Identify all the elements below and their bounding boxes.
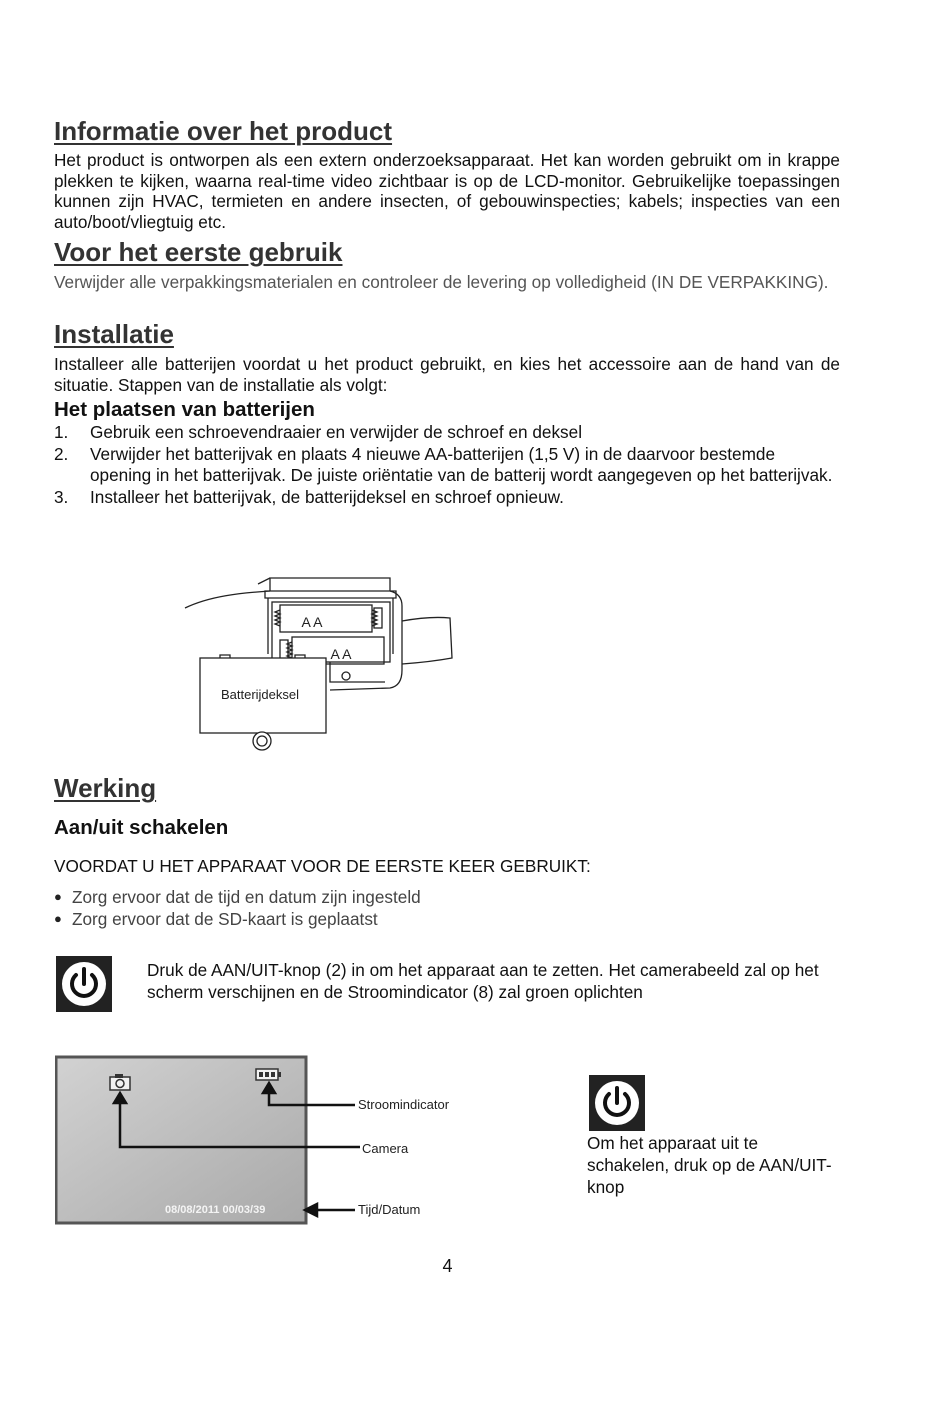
- section-title-operation: Werking: [54, 773, 157, 803]
- power-icon: [589, 1075, 645, 1131]
- bullet-text: Zorg ervoor dat de tijd en datum zijn ingesteld: [72, 887, 421, 907]
- list-item: [54, 444, 840, 487]
- power-off-instructions: Om het apparaat uit te schakelen, druk op de AAN/UIT-knop: [587, 1133, 832, 1197]
- battery-cover-label: Batterijdeksel: [220, 687, 300, 702]
- step-number: 1.: [54, 422, 69, 442]
- first-use-text: Verwijder alle verpakkingsmaterialen en controleer de levering op volledigheid (IN DE VERPAKKING).: [54, 272, 829, 292]
- bullet-symbol: ●: [54, 889, 62, 904]
- preparation-bullets: [54, 886, 421, 930]
- section-title-first-use: Voor het eerste gebruik: [54, 237, 343, 267]
- step-text: Verwijder het batterijvak en plaats 4 nieuwe AA-batterijen (1,5 V) in de daarvoor bestemde opening in het batterijvak. De juiste oriëntatie van de batterij wordt aangegeven op het batterijvak.: [90, 443, 833, 486]
- battery-steps-list: [54, 422, 840, 509]
- list-item: [54, 886, 421, 908]
- battery-installation-figure: [180, 558, 460, 758]
- section-title-installation: Installatie: [54, 319, 174, 349]
- power-icon: [56, 956, 112, 1012]
- product-info-text: Het product is ontworpen als een extern onderzoeksapparaat. Het kan worden gebruikt om in krappe plekken te kijken, waarna real-time video zichtbaar is op de LCD-monitor. Gebruikelijke toepassingen kunnen zijn HVAC, termieten en andere insecten, of gebouwinspecties; kabels; inspecties van een auto/boot/vliegtuig etc.: [54, 150, 840, 232]
- step-number: 3.: [54, 487, 69, 508]
- page-number: 4: [442, 1256, 453, 1276]
- battery-label: A A: [301, 614, 323, 630]
- list-item: [54, 487, 840, 509]
- list-item: [54, 908, 421, 930]
- battery-icon: [256, 1069, 281, 1080]
- battery-label: A A: [330, 646, 352, 662]
- list-item: [54, 422, 840, 444]
- subtitle-power-switch: Aan/uit schakelen: [54, 816, 229, 839]
- before-first-use-note: VOORDAT U HET APPARAAT VOOR DE EERSTE KEER GEBRUIKT:: [54, 856, 591, 876]
- subtitle-battery-placement: Het plaatsen van batterijen: [54, 398, 315, 421]
- bullet-symbol: ●: [54, 911, 62, 926]
- section-title-product-info: Informatie over het product: [54, 116, 393, 146]
- callout-power-indicator: Stroomindicator: [358, 1097, 450, 1112]
- callout-datetime: Tijd/Datum: [358, 1202, 421, 1217]
- camera-icon: [110, 1074, 130, 1090]
- step-number: 2.: [54, 443, 69, 464]
- power-on-instructions: Druk de AAN/UIT-knop (2) in om het apparaat aan te zetten. Het camerabeeld zal op het scherm verschijnen en de Stroomindicator (8) zal groen oplichten: [147, 960, 819, 1002]
- bullet-text: Zorg ervoor dat de SD-kaart is geplaatst: [72, 909, 378, 929]
- step-text: Gebruik een schroevendraaier en verwijder de schroef en deksel: [90, 422, 583, 442]
- callout-camera: Camera: [362, 1141, 409, 1156]
- installation-text: Installeer alle batterijen voordat u het product gebruikt, en kies het accessoire aan de hand van de situatie. Stappen van de installatie als volgt:: [54, 354, 840, 395]
- step-text: Installeer het batterijvak, de batterijdeksel en schroef opnieuw.: [90, 487, 564, 508]
- datetime-overlay: 08/08/2011 00/03/39: [165, 1204, 266, 1216]
